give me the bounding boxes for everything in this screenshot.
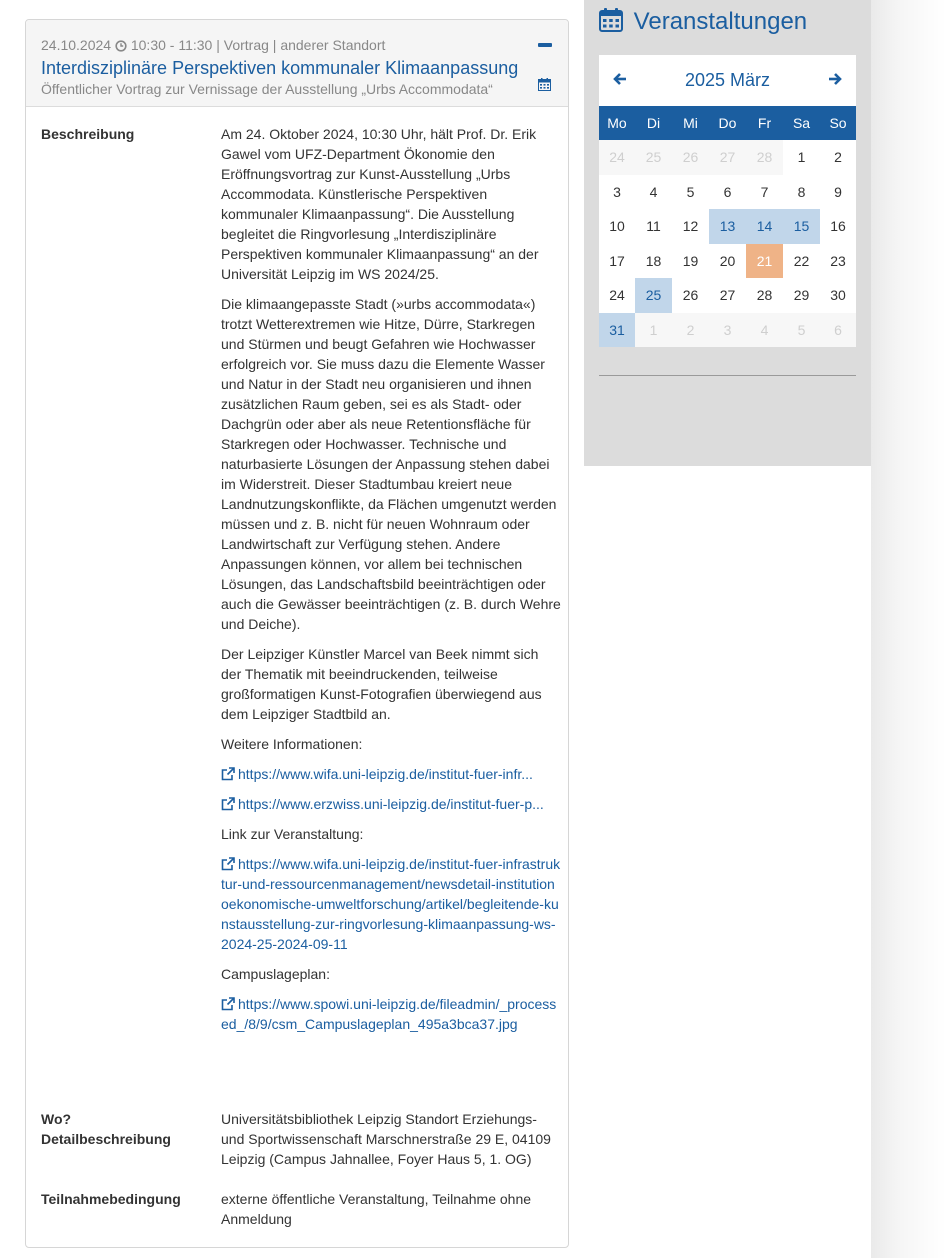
calendar-day[interactable]: 13 (709, 209, 746, 244)
calendar-day[interactable]: 6 (709, 175, 746, 210)
weekday-header: Mo (599, 106, 635, 140)
description-paragraph-1: Am 24. Oktober 2024, 10:30 Uhr, hält Prof. Dr. Erik Gawel vom UFZ-Department Ökonomie den Eröffnungsvortrag zur Kunst-Ausstellung „Urbs Accommodata. Künstlerische Perspektiven kommunaler Klimaanpassung“. Die Ausstellung begleitet die Ringvorlesung „Interdisziplinäre Perspektiven kommunaler Klimaanpassung“ an der Universität Leipzig im WS 2024/25. (221, 126, 539, 282)
calendar-day[interactable]: 12 (672, 209, 709, 244)
calendar-day[interactable]: 21 (746, 244, 783, 279)
calendar-day[interactable]: 19 (672, 244, 709, 279)
calendar-day[interactable]: 4 (635, 175, 672, 210)
condition-label: Teilnahmebedingung (41, 1191, 181, 1207)
calendar-day[interactable]: 16 (820, 209, 856, 244)
calendar-day[interactable]: 26 (672, 278, 709, 313)
calendar-day[interactable]: 25 (635, 278, 672, 313)
event-link[interactable] (221, 854, 561, 954)
calendar-day[interactable]: 20 (709, 244, 746, 279)
weekday-header: So (820, 106, 856, 140)
more-info-link-1-text[interactable]: https://www.wifa.uni-leipzig.de/institut-fuer-infr... (238, 766, 533, 782)
event-link-text[interactable]: https://www.wifa.uni-leipzig.de/institut-fuer-infrastruktur-und-ressourcenmanagement/newsdetail-institutionoekonomische-umweltforschung/artikel/begleitende-kunstausstellung-zur-ringvorlesung-klimaanpassung-ws-2024-25-2024-09-11 (221, 856, 561, 952)
event-location-tag: anderer Standort (280, 37, 386, 53)
calendar-day[interactable]: 11 (635, 209, 672, 244)
campus-link-text[interactable]: https://www.spowi.uni-leipzig.de/fileadmin/_processed_/8/9/csm_Campuslageplan_495a3bca37.jpg (221, 996, 557, 1032)
calendar-day[interactable]: 9 (820, 175, 856, 210)
event-type: Vortrag (223, 37, 269, 53)
calendar-day[interactable]: 28 (746, 140, 783, 175)
calendar-day[interactable]: 29 (783, 278, 820, 313)
description-label: Beschreibung (41, 126, 135, 142)
calendar-day[interactable]: 4 (746, 313, 783, 348)
more-info-link-1[interactable] (221, 764, 561, 784)
more-info-link-2[interactable] (221, 794, 561, 814)
where-value: Universitätsbibliothek Leipzig Standort Erziehungs- und Sportwissenschaft Marschnerstraße 29 E, 04109 Leipzig (Campus Jahnallee, Foyer Haus 5, 1. OG) (221, 1111, 551, 1167)
weekday-header: Do (709, 106, 746, 140)
calendar-day[interactable]: 26 (672, 140, 709, 175)
description-value (221, 124, 561, 1034)
calendar-day[interactable]: 6 (820, 313, 856, 348)
meta-separator: | (272, 37, 277, 53)
calendar-month-label: 2025 März (684, 70, 771, 90)
calendar-day[interactable]: 30 (820, 278, 856, 313)
calendar-day[interactable]: 3 (599, 175, 635, 210)
event-subtitle: Öffentlicher Vortrag zur Vernissage der Ausstellung „Urbs Accommodata“ (41, 81, 493, 97)
condition-value: externe öffentliche Veranstaltung, Teilnahme ohne Anmeldung (221, 1191, 532, 1227)
more-info-label: Weitere Informationen: (221, 736, 363, 752)
calendar-day[interactable]: 27 (709, 140, 746, 175)
calendar-day[interactable]: 8 (783, 175, 820, 210)
event-title[interactable]: Interdisziplinäre Perspektiven kommunaler Klimaanpassung (41, 58, 519, 78)
calendar-day[interactable]: 31 (599, 313, 635, 348)
external-link-icon (221, 996, 235, 1010)
calendar-day[interactable]: 28 (746, 278, 783, 313)
calendar-day[interactable]: 14 (746, 209, 783, 244)
calendar-day[interactable]: 22 (783, 244, 820, 279)
event-date: 24.10.2024 (41, 37, 112, 53)
calendar-day[interactable]: 1 (635, 313, 672, 348)
external-link-icon (221, 796, 235, 810)
sidebar-title-text: Veranstaltungen (633, 8, 808, 35)
description-paragraph-3: Der Leipziger Künstler Marcel van Beek nimmt sich der Thematik mit beeindruckenden, teilweise großformatigen Kunst-Fotografien überwiegend aus dem Leipziger Stadtbild an. (221, 646, 542, 722)
event-meta (41, 37, 553, 56)
event-link-label: Link zur Veranstaltung: (221, 826, 364, 842)
page-edge-shadow (871, 0, 946, 1258)
month-calendar (599, 55, 856, 347)
add-to-calendar-icon[interactable] (538, 78, 551, 91)
events-sidebar (584, 0, 871, 466)
calendar-day[interactable]: 24 (599, 140, 635, 175)
clock-icon (115, 39, 127, 56)
calendar-day[interactable]: 2 (820, 140, 856, 175)
calendar-nav (599, 55, 856, 106)
calendar-day[interactable]: 23 (820, 244, 856, 279)
campus-label: Campuslageplan: (221, 966, 330, 982)
collapse-icon[interactable] (538, 43, 552, 47)
calendar-day[interactable]: 5 (783, 313, 820, 348)
event-details (41, 124, 561, 1044)
description-paragraph-2: Die klimaangepasste Stadt (»urbs accommodata«) trotzt Wetterextremen wie Hitze, Dürre, Starkregen und Stürmen und beugt Gefahren wie Hochwasser erfolgreich vor. Sie muss dazu die Elemente Wasser und Natur in der Stadt neu organisieren und ihnen zusätzlichen Raum geben, sei es als Stadt- oder Dachgrün oder aber als neue Retentionsfläche für Starkregen oder Hochwasser. Technische und naturbasierte Lösungen der Anpassung stehen dabei im Widerstreit. Dieser Stadtumbau kreiert neue Landnutzungskonflikte, da Flächen umgenutzt werden müssen und z. B. nicht für neuen Wohnraum oder Landwirtschaft zur Verfügung stehen. Andere Anpassungen können, vor allem bei technischen Lösungen, das Landschaftsbild beeinträchtigen oder auch die Gewässer beeinträchtigen (z. B. durch Wehre und Deiche). (221, 296, 561, 632)
calendar-day[interactable]: 2 (672, 313, 709, 348)
calendar-day[interactable]: 5 (672, 175, 709, 210)
calendar-day[interactable]: 1 (783, 140, 820, 175)
campus-link[interactable] (221, 994, 561, 1034)
calendar-grid (599, 106, 856, 347)
calendar-day[interactable]: 27 (709, 278, 746, 313)
weekday-header: Di (635, 106, 672, 140)
description-row (41, 124, 561, 1034)
meta-separator: | (216, 37, 220, 53)
external-link-icon (221, 856, 235, 870)
calendar-day[interactable]: 25 (635, 140, 672, 175)
sidebar-divider (599, 375, 856, 376)
where-label: Wo? Detailbeschreibung (41, 1111, 171, 1147)
calendar-day[interactable]: 17 (599, 244, 635, 279)
event-panel (25, 19, 569, 1248)
more-info-link-2-text[interactable]: https://www.erzwiss.uni-leipzig.de/institut-fuer-p... (238, 796, 544, 812)
external-link-icon (221, 766, 235, 780)
calendar-icon (599, 8, 634, 35)
sidebar-title (599, 6, 807, 38)
weekday-header: Sa (783, 106, 820, 140)
weekday-header: Mi (672, 106, 709, 140)
where-row (41, 1109, 561, 1169)
calendar-day[interactable]: 7 (746, 175, 783, 210)
next-month-arrow-icon[interactable] (828, 72, 842, 86)
calendar-day[interactable]: 15 (783, 209, 820, 244)
weekday-header: Fr (746, 106, 783, 140)
calendar-day[interactable]: 18 (635, 244, 672, 279)
condition-row (41, 1189, 561, 1229)
event-time: 10:30 - 11:30 (130, 37, 213, 53)
event-header[interactable] (26, 20, 568, 107)
calendar-day[interactable]: 24 (599, 278, 635, 313)
calendar-day[interactable]: 10 (599, 209, 635, 244)
calendar-day[interactable]: 3 (709, 313, 746, 348)
